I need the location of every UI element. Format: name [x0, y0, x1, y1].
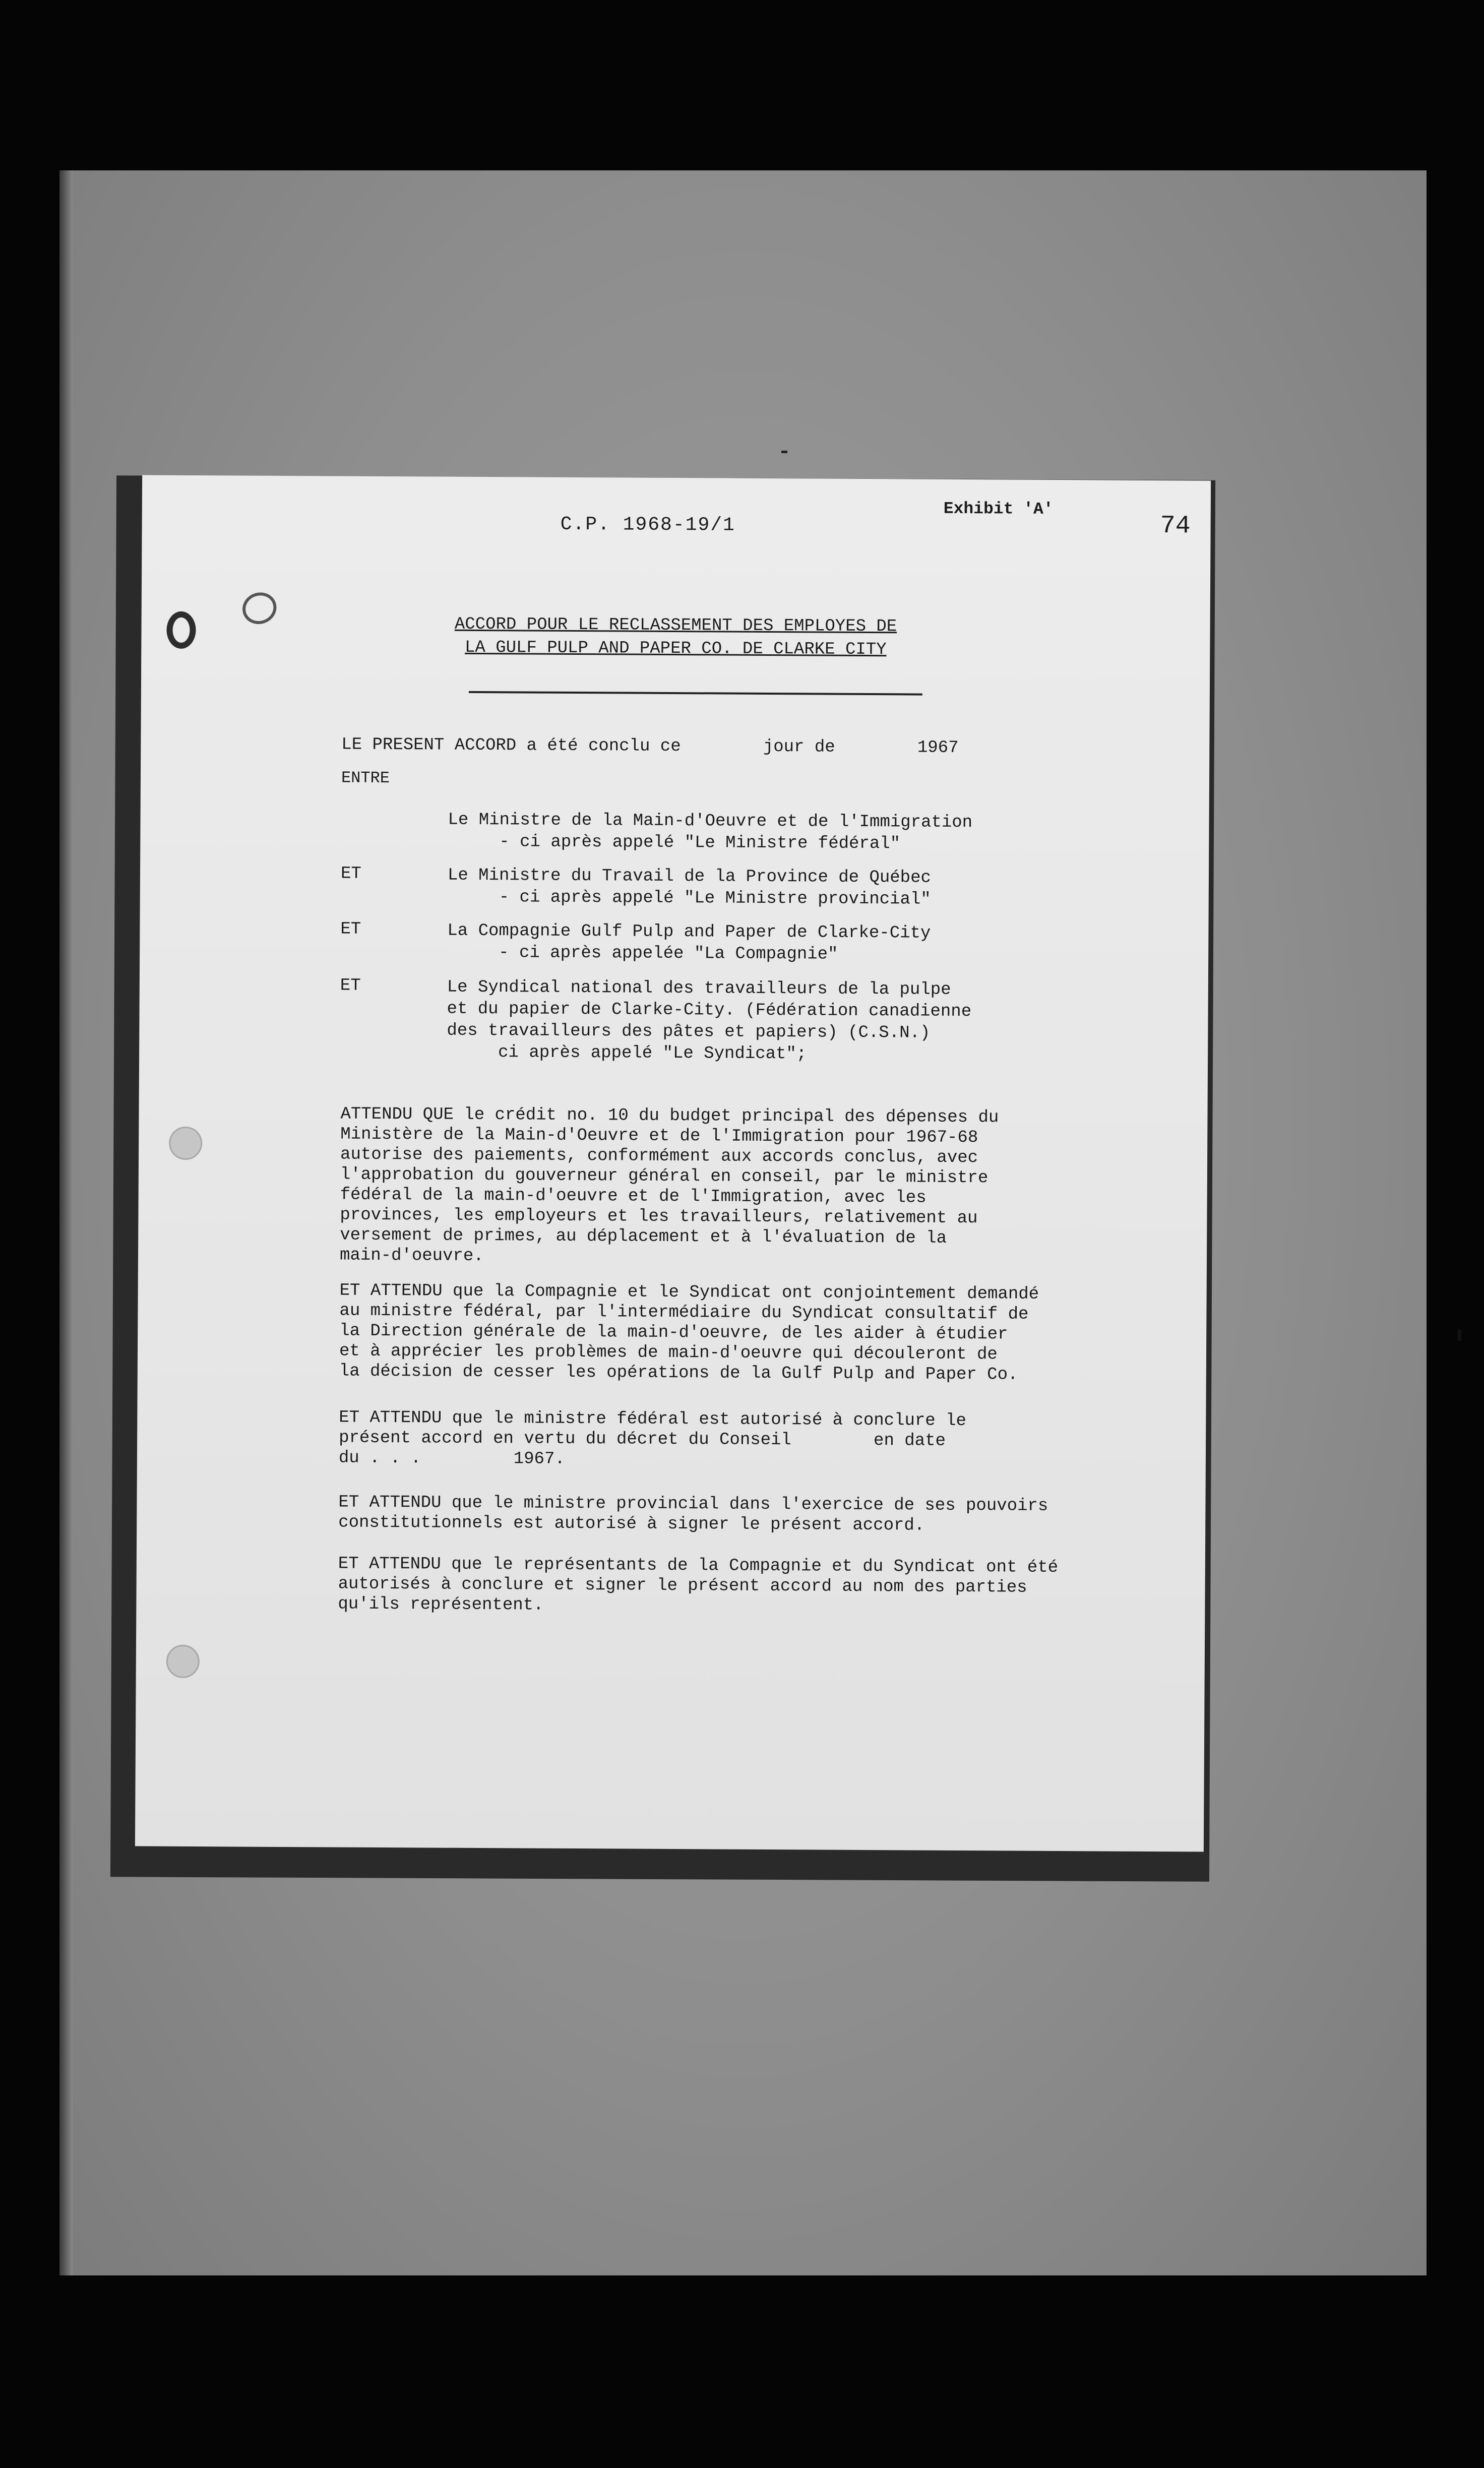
- party-union: Le Syndical national des travailleurs de la pulpe et du papier de Clarke-City. (Fédération canadienne des travailleurs des pâtes et papiers) (C.S.N.) ci après appelé "Le Syndicat";: [447, 977, 972, 1064]
- film-smudge: [1458, 1330, 1461, 1341]
- whereas-clause: ET ATTENDU que le représentants de la Compagnie et du Syndicat ont été autorisés à conclure et signer le présent accord au nom des parties qu'ils représentent.: [338, 1554, 1059, 1615]
- party-prefix: ET: [340, 919, 361, 939]
- frame-edge: [59, 170, 73, 2275]
- whereas-clause: ET ATTENDU que le ministre provincial dans l'exercice de ses pouvoirs constitutionnels est autorisé à signer le présent accord.: [338, 1493, 1048, 1535]
- whereas-clause: ET ATTENDU que le ministre fédéral est autorisé à conclure le présent accord en vertu du décret du Conseil en date du . . . 1967.: [338, 1408, 967, 1469]
- file-number: C.P. 1968-19/1: [560, 513, 736, 536]
- document-page: [135, 475, 1211, 1852]
- whereas-clause: ATTENDU QUE le crédit no. 10 du budget principal des dépenses du Ministère de la Main-d'Oeuvre et de l'Immigration pour 1967-68 autorise des paiements, conformément aux accords conclus, avec l'approbation du gouverneur général en conseil, par le ministre fédéral de la main-d'oeuvre et de l'Immigration, avec les provinces, les employeurs et les travailleurs, relativement au versement de primes, au déplacement et à l'évaluation de la main-d'oeuvre.: [339, 1104, 999, 1266]
- title-divider: [469, 691, 922, 696]
- punch-hole: [169, 1127, 202, 1160]
- between-label: ENTRE: [341, 768, 390, 788]
- party-company: La Compagnie Gulf Pulp and Paper de Clarke-City - ci après appelée "La Compagnie": [447, 921, 931, 964]
- frame-tick-mark: [781, 451, 787, 453]
- exhibit-label: Exhibit 'A': [943, 499, 1054, 519]
- party-prefix: ET: [340, 864, 361, 884]
- party-provincial-minister: Le Ministre du Travail de la Province de Québec - ci après appelé "Le Ministre provincial": [447, 866, 932, 909]
- page-number: 74: [1160, 512, 1191, 541]
- agreement-line: LE PRESENT ACCORD a été conclu ce jour de 1967: [341, 735, 959, 758]
- whereas-clause: ET ATTENDU que la Compagnie et le Syndicat ont conjointement demandé au ministre fédéral, par l'intermédiaire du Syndicat consultatif de la Direction générale de la main-d'oeuvre, de les aider à étudier et à apprécier les problèmes de main-d'oeuvre qui découleront de la décision de cesser les opérations de la Gulf Pulp and Paper Co.: [339, 1281, 1039, 1385]
- punch-hole: [166, 1645, 200, 1678]
- party-federal-minister: Le Ministre de la Main-d'Oeuvre et de l'Immigration - ci après appelé "Le Ministre fédéral": [448, 810, 973, 854]
- party-prefix: ET: [340, 976, 361, 996]
- document-title: ACCORD POUR LE RECLASSEMENT DES EMPLOYES DE LA GULF PULP AND PAPER CO. DE CLARKE CITY: [454, 614, 897, 660]
